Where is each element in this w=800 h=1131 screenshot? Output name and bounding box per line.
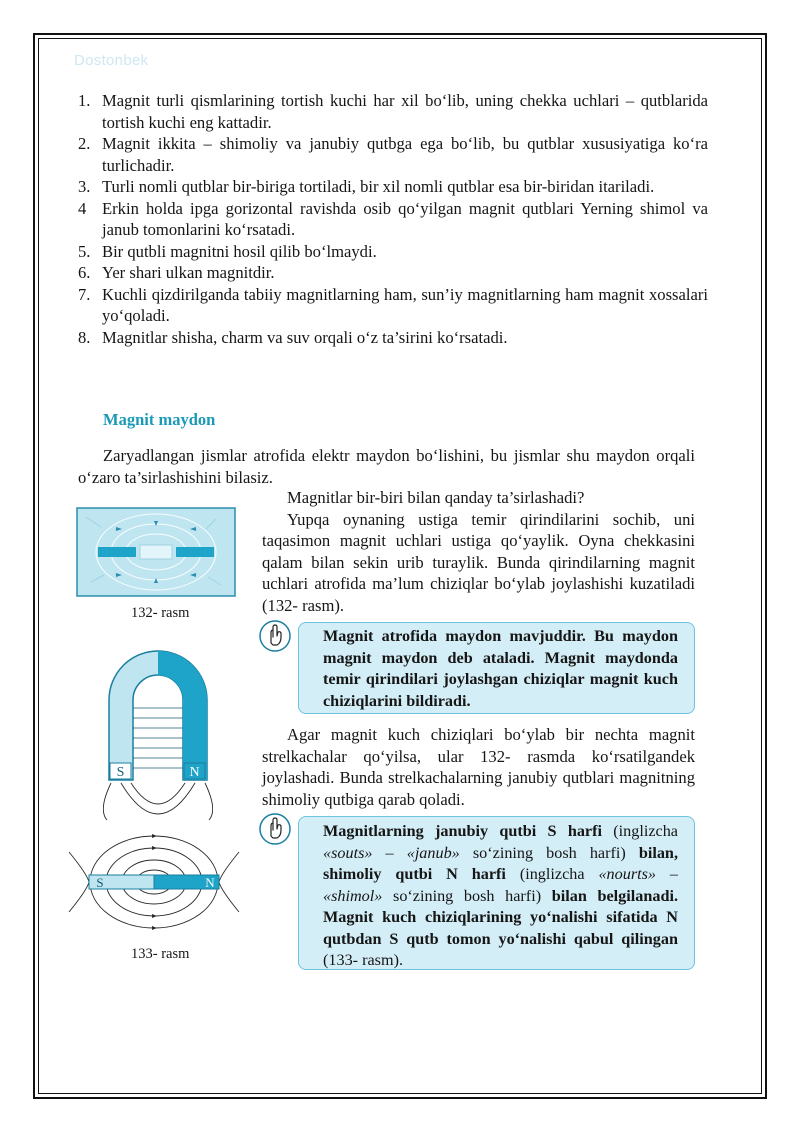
magnet-properties-list	[78, 90, 708, 348]
list-item: 4 Erkin holda ipga gorizontal ravishda osib qo‘yilgan magnit qutblari Yerning shimol va janub tomonlarini ko‘rsatadi.	[78, 198, 708, 239]
question-line: Magnitlar bir-biri bilan qanday ta’sirlashadi?	[287, 488, 585, 507]
horseshoe-magnet-figure	[103, 650, 213, 825]
list-item: 1. Magnit turli qismlarining tortish kuchi har xil bo‘lib, uning chekka uchlari – qutblarida tortish kuchi eng kattadir.	[78, 91, 708, 132]
list-item: 8. Magnitlar shisha, charm va suv orqali o‘z ta’sirini ko‘rsatadi.	[78, 327, 508, 347]
watermark: Dostonbek	[74, 52, 149, 69]
pointing-hand-icon	[258, 619, 292, 653]
magnet-bar-right	[176, 547, 214, 557]
list-item: 5. Bir qutbli magnitni hosil qilib bo‘lmaydi.	[78, 241, 377, 261]
pole-notation-callout	[298, 816, 695, 970]
bar-pole-n-label: N	[205, 875, 215, 890]
experiment-text: Yupqa oynaning ustiga temir qirindilarini sochib, uni taqasimon magnit uchlari ustiga qo‘yaylik. Oyna chekkasini qalam bilan sekin urib turaylik. Bunda qirindilarning magnit uchlari atrofida ma’lum chiziqlar bo‘ylab joylashishi kuzatiladi (132- rasm).	[262, 509, 695, 615]
compass-paragraph: Agar magnit kuch chiziqlari bo‘ylab bir nechta magnit strelkachalar qo‘yilsa, ular 132- rasmda ko‘rsatilgandek joylashadi. Bunda strelkachalarning janubiy qutblari magnitning shimoliy qutbiga qarab qoladi.	[262, 725, 695, 809]
figure-133-bar-magnet-field	[67, 832, 242, 940]
figure-133-caption: 133- rasm	[131, 946, 190, 962]
section-heading: Magnit maydon	[103, 410, 216, 429]
list-item: 7. Kuchli qizdirilganda tabiiy magnitlarning ham, sun’iy magnitlarning ham magnit xossalari yo‘qoladi.	[78, 284, 708, 325]
intro-paragraph: Zaryadlangan jismlar atrofida elektr maydon bo‘lishini, bu jismlar shu maydon orqali o‘zaro ta’sirlashishini bilasiz.	[78, 446, 695, 487]
pole-n-label: N	[189, 765, 200, 780]
magnet-bar-left	[98, 547, 136, 557]
list-item: 6. Yer shari ulkan magnitdir.	[78, 263, 275, 282]
list-item: 2. Magnit ikkita – shimoliy va janubiy qutbga ega bo‘lib, bu qutblar xususiyatiga ko‘ra turlichadir.	[78, 134, 708, 175]
list-item: 3. Turli nomli qutblar bir-biriga tortiladi, bir xil nomli qutblar esa bir-biridan itariladi.	[78, 177, 655, 196]
pole-s-label: S	[116, 765, 125, 780]
pointing-hand-icon	[258, 812, 292, 846]
definition-text: Magnit atrofida maydon mavjuddir. Bu maydon magnit maydon deb ataladi. Magnit maydonda temir qirindilari joylashgan chiziqlar magnit kuch chiziqlarini bildiradi.	[323, 627, 678, 710]
definition-callout	[298, 622, 695, 714]
figure-132-magnetic-field	[76, 507, 236, 597]
figure-132-caption: 132- rasm	[131, 605, 190, 621]
pole-notation-text: Magnitlarning janubiy qutbi S harfi (inglizcha «souts» – «janub» so‘zining bosh harfi) bilan, shimoliy qutbi N harfi (inglizcha «nourts» – «shimol» so‘zining bosh harfi) bilan belgilanadi. Magnit kuch chiziqlarining yo‘nalishi sifatida N qutbdan S qutb tomon yo‘nalishi qabul qilingan (133- rasm).	[323, 822, 679, 969]
bar-pole-s-label: S	[96, 875, 104, 890]
experiment-paragraph	[262, 487, 695, 616]
